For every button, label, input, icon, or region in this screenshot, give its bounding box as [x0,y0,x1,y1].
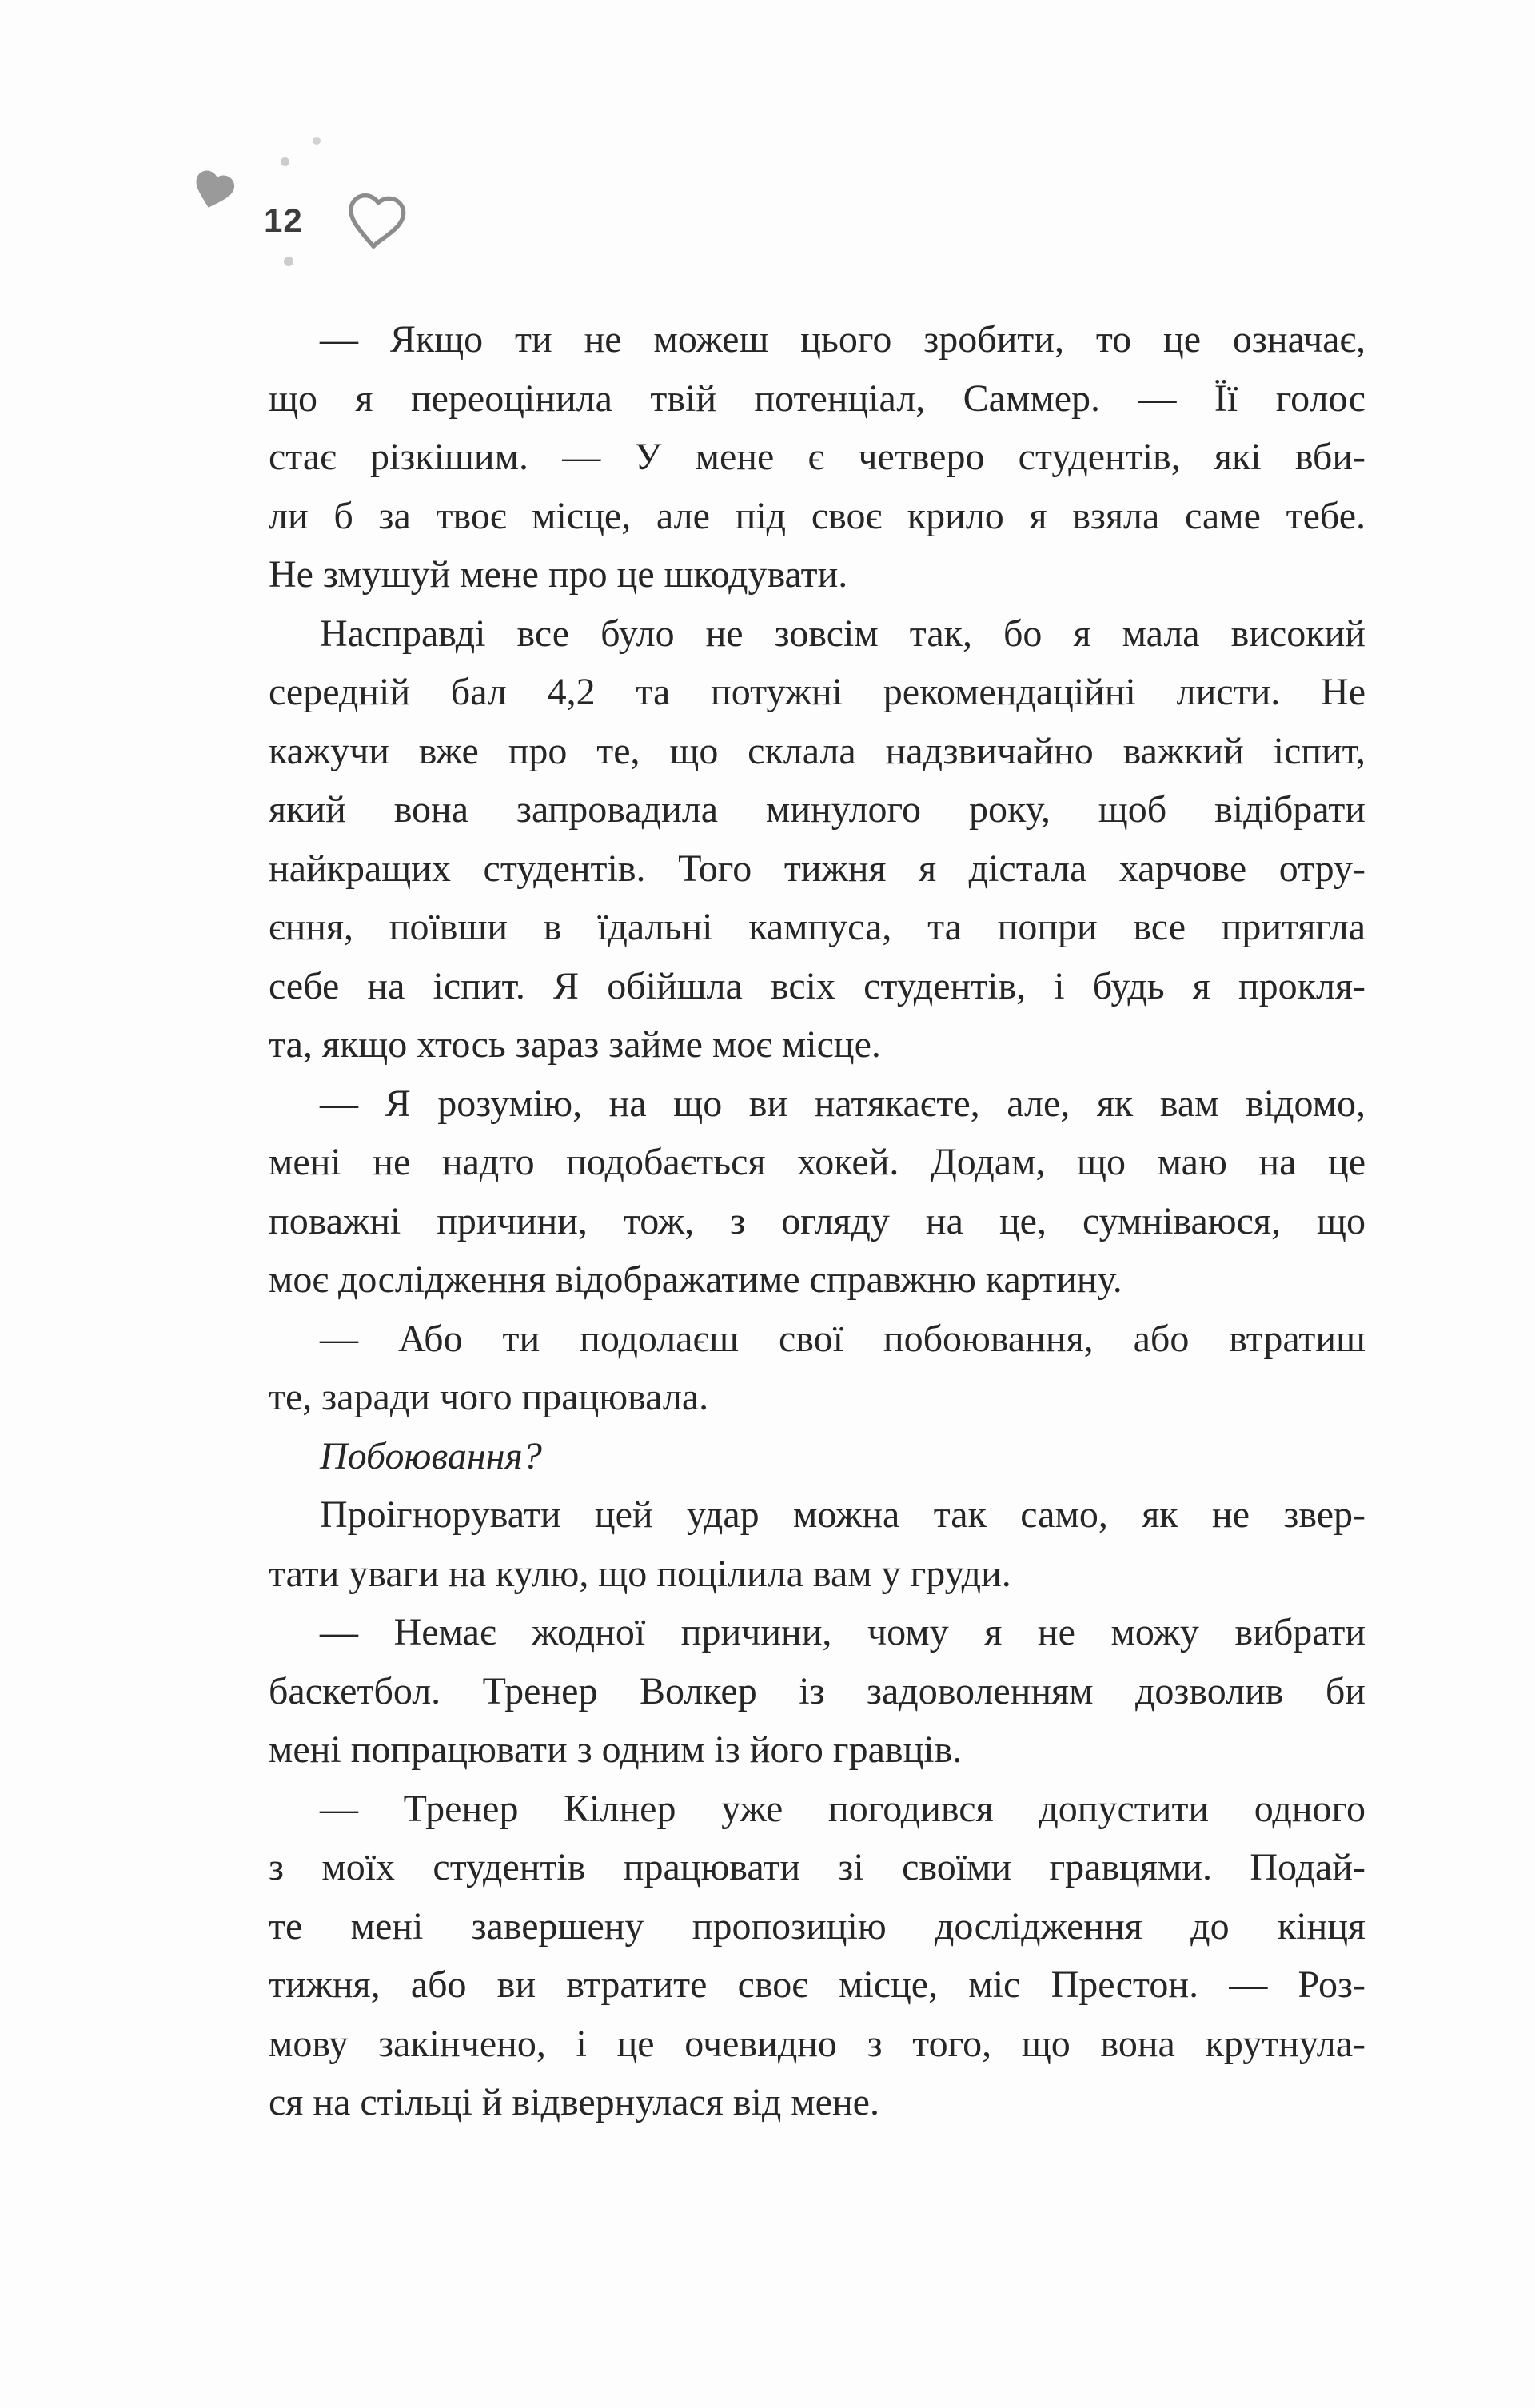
text-line: з моїх студентів працювати зі своїми гравцями. Подай- [269,1846,1366,1888]
text-line: — Якщо ти не можеш цього зробити, то це означає, [320,318,1366,361]
text-line: — Я розумію, на що ви натякаєте, але, як вам відомо, [320,1082,1366,1125]
page-number: 12 [264,201,303,239]
filled-heart-icon [185,161,242,220]
text-line: Не змушуй мене про це шкодувати. [269,553,848,596]
text-line: тати уваги на кулю, що поцілила вам у груди. [269,1552,1011,1595]
text-line: та, якщо хтось зараз займе моє місце. [269,1023,881,1066]
text-line: ли б за твоє місце, але під своє крило я взяла саме тебе. [269,494,1366,537]
text-line: баскетбол. Тренер Волкер із задоволенням дозволив би [269,1669,1366,1712]
text-line: Проігнорувати цей удар можна так само, як не звер- [320,1493,1366,1536]
text-line: те мені завершену пропозицію дослідження до кінця [269,1904,1366,1948]
decor-dot-icon [313,137,321,145]
decor-dot-icon [284,257,293,266]
text-line: мені попрацювати з одним із його гравців. [269,1728,963,1771]
outline-heart-icon [337,178,415,265]
text-line: стає різкішим. — У мене є четверо студентів, які вби- [269,436,1366,478]
text-line: що я переоцінила твій потенціал, Саммер. — Її голос [269,377,1366,420]
text-line: те, заради чого працювала. [269,1376,709,1418]
text-line: мову закінчено, і це очевидно з того, що вона крутнула- [269,2022,1366,2065]
text-line: — Або ти подолаєш свої побоювання, або втратиш [320,1317,1366,1360]
text-line: єння, поївши в їдальні кампуса, та попри все притягла [269,906,1366,948]
text-line: — Немає жодної причини, чому я не можу вибрати [320,1611,1366,1653]
decor-dot-icon [281,157,289,166]
text-line: ся на стільці й відвернулася від мене. [269,2081,879,2123]
text-line: — Тренер Кілнер уже погодився допустити одного [320,1787,1366,1830]
text-line: поважні причини, тож, з огляду на це, сумніваюся, що [269,1199,1366,1242]
text-line: тижня, або ви втратите своє місце, міс Престон. — Роз- [269,1963,1366,2006]
text-line: мені не надто подобається хокей. Додам, що маю на це [269,1141,1366,1183]
text-line: кажучи вже про те, що склала надзвичайно важкий іспит, [269,729,1366,772]
text-line: який вона запровадила минулого року, щоб відібрати [269,788,1366,831]
text-line: найкращих студентів. Того тижня я дістала харчове отру- [269,847,1366,890]
text-line: себе на іспит. Я обійшла всіх студентів, і будь я прокля- [269,964,1366,1007]
text-line: моє дослідження відображатиме справжню картину. [269,1258,1122,1301]
text-line: Насправді все було не зовсім так, бо я мала високий [320,612,1366,655]
text-line: Побоювання? [320,1434,542,1477]
text-line: середній бал 4,2 та потужні рекомендаційні листи. Не [269,671,1366,713]
page-text [269,310,1366,2132]
